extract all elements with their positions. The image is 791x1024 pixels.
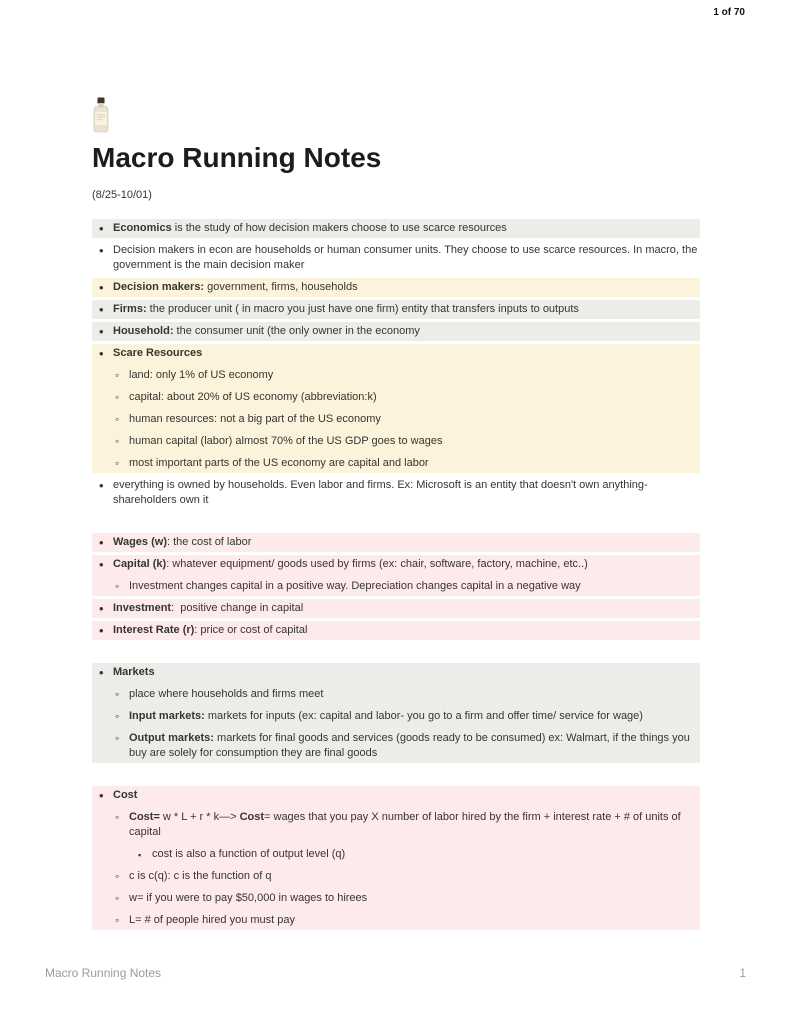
note-block — [92, 599, 700, 618]
lotion-bottle-icon — [92, 97, 700, 133]
list-item — [92, 219, 700, 238]
bullet-marker: ◦ — [115, 731, 120, 745]
bullet-marker: ◦ — [115, 368, 120, 382]
note-block — [92, 241, 700, 275]
bullet-marker: • — [99, 478, 104, 493]
page-content — [92, 0, 700, 930]
list-item — [92, 577, 700, 596]
list-item-text: L= # of people hired you must pay — [129, 914, 296, 926]
list-item — [92, 911, 700, 930]
bullet-marker: • — [99, 221, 104, 236]
bullet-list — [92, 219, 700, 930]
list-item — [92, 889, 700, 908]
list-item-text: Markets — [113, 666, 155, 678]
list-item — [92, 867, 700, 886]
bullet-marker: • — [99, 324, 104, 339]
bullet-marker: • — [99, 788, 104, 803]
bullet-marker: ◦ — [115, 390, 120, 404]
note-block — [92, 219, 700, 238]
note-block — [92, 344, 700, 473]
note-block — [92, 533, 700, 552]
note-block — [92, 663, 700, 763]
note-block — [92, 322, 700, 341]
bullet-marker: ◦ — [115, 709, 120, 723]
list-item-text: c is c(q): c is the function of q — [129, 870, 272, 882]
bullet-marker: • — [99, 665, 104, 680]
list-item-text: land: only 1% of US economy — [129, 369, 274, 381]
list-item — [92, 300, 700, 319]
date-range: (8/25-10/01) — [92, 189, 152, 201]
list-item-text: Cost= w * L + r * k—> Cost= wages that you pay X number of labor hired by the firm + interest rate + # of units of capital — [129, 811, 684, 838]
list-item-text: Wages (w): the cost of labor — [113, 536, 252, 548]
list-item — [92, 533, 700, 552]
list-item — [92, 685, 700, 704]
footer-title: Macro Running Notes — [45, 966, 162, 980]
list-item — [92, 476, 700, 510]
bullet-marker: ◦ — [115, 869, 120, 883]
list-item — [92, 388, 700, 407]
footer-page-number: 1 — [739, 966, 746, 980]
list-item-text: Output markets: markets for final goods and services (goods ready to be consumed) ex: Walmart, if the things you buy are solely for consumption they are final goods — [129, 732, 693, 759]
list-item-text: Scare Resources — [113, 347, 203, 359]
bullet-marker: ◦ — [115, 579, 120, 593]
bullet-marker: • — [99, 280, 104, 295]
list-item — [92, 454, 700, 473]
list-item-text: Interest Rate (r): price or cost of capital — [113, 624, 308, 636]
note-block — [92, 621, 700, 640]
bullet-marker: ◦ — [115, 810, 120, 824]
list-item-text: Firms: the producer unit ( in macro you just have one firm) entity that transfers inputs to outputs — [113, 303, 579, 315]
list-item-text: human resources: not a big part of the US economy — [129, 413, 381, 425]
list-item-text: Decision makers: government, firms, households — [113, 281, 358, 293]
bullet-marker: ◦ — [115, 456, 120, 470]
list-item — [92, 366, 700, 385]
note-block — [92, 476, 700, 510]
list-item-text: Household: the consumer unit (the only owner in the economy — [113, 325, 420, 337]
list-item — [92, 410, 700, 429]
bullet-marker: • — [99, 623, 104, 638]
list-item — [92, 278, 700, 297]
list-item — [92, 663, 700, 682]
list-item-text: w= if you were to pay $50,000 in wages to hirees — [129, 892, 368, 904]
list-item-text: cost is also a function of output level (q) — [152, 848, 346, 860]
bullet-marker: • — [99, 601, 104, 616]
bullet-marker: ◦ — [115, 891, 120, 905]
list-item — [92, 432, 700, 451]
note-block — [92, 278, 700, 297]
bullet-marker: • — [99, 346, 104, 361]
list-item — [92, 621, 700, 640]
list-item-text: most important parts of the US economy are capital and labor — [129, 457, 429, 469]
list-item — [92, 555, 700, 574]
bullet-marker: ◦ — [115, 434, 120, 448]
list-item-text: Decision makers in econ are households or human consumer units. They choose to use scarce resources. In macro, the government is the main decision maker — [113, 244, 701, 271]
note-block — [92, 786, 700, 930]
bullet-marker: ▪ — [138, 850, 142, 860]
bullet-marker: ◦ — [115, 913, 120, 927]
list-item-text: Cost — [113, 789, 138, 801]
list-item-text: Capital (k): whatever equipment/ goods used by firms (ex: chair, software, factory, machine, etc..) — [113, 558, 588, 570]
note-block — [92, 555, 700, 596]
list-item — [92, 786, 700, 805]
list-item — [92, 241, 700, 275]
list-item-text: Investment changes capital in a positive way. Depreciation changes capital in a negative way — [129, 580, 581, 592]
bullet-marker: ◦ — [115, 412, 120, 426]
list-item — [92, 845, 700, 864]
bullet-marker: • — [99, 557, 104, 572]
list-item — [92, 599, 700, 618]
list-item — [92, 808, 700, 842]
bullet-marker: • — [99, 243, 104, 258]
page-indicator: 1 of 70 — [713, 7, 745, 18]
list-item-text: Economics is the study of how decision makers choose to use scarce resources — [113, 222, 507, 234]
note-block — [92, 300, 700, 319]
list-item-text: everything is owned by households. Even labor and firms. Ex: Microsoft is an entity that doesn't own anything- shareholders own it — [113, 479, 651, 506]
list-item-text: Input markets: markets for inputs (ex: capital and labor- you go to a firm and offer time/ service for wage) — [129, 710, 643, 722]
page-title: Macro Running Notes — [92, 142, 382, 173]
list-item-text: capital: about 20% of US economy (abbreviation:k) — [129, 391, 377, 403]
list-item — [92, 322, 700, 341]
list-item — [92, 707, 700, 726]
bullet-marker: ◦ — [115, 687, 120, 701]
list-item — [92, 344, 700, 363]
list-item-text: Investment: positive change in capital — [113, 602, 304, 614]
list-item-text: human capital (labor) almost 70% of the US GDP goes to wages — [129, 435, 443, 447]
bullet-marker: • — [99, 302, 104, 317]
page-footer — [45, 966, 746, 980]
list-item — [92, 729, 700, 763]
bullet-marker: • — [99, 535, 104, 550]
list-item-text: place where households and firms meet — [129, 688, 324, 700]
